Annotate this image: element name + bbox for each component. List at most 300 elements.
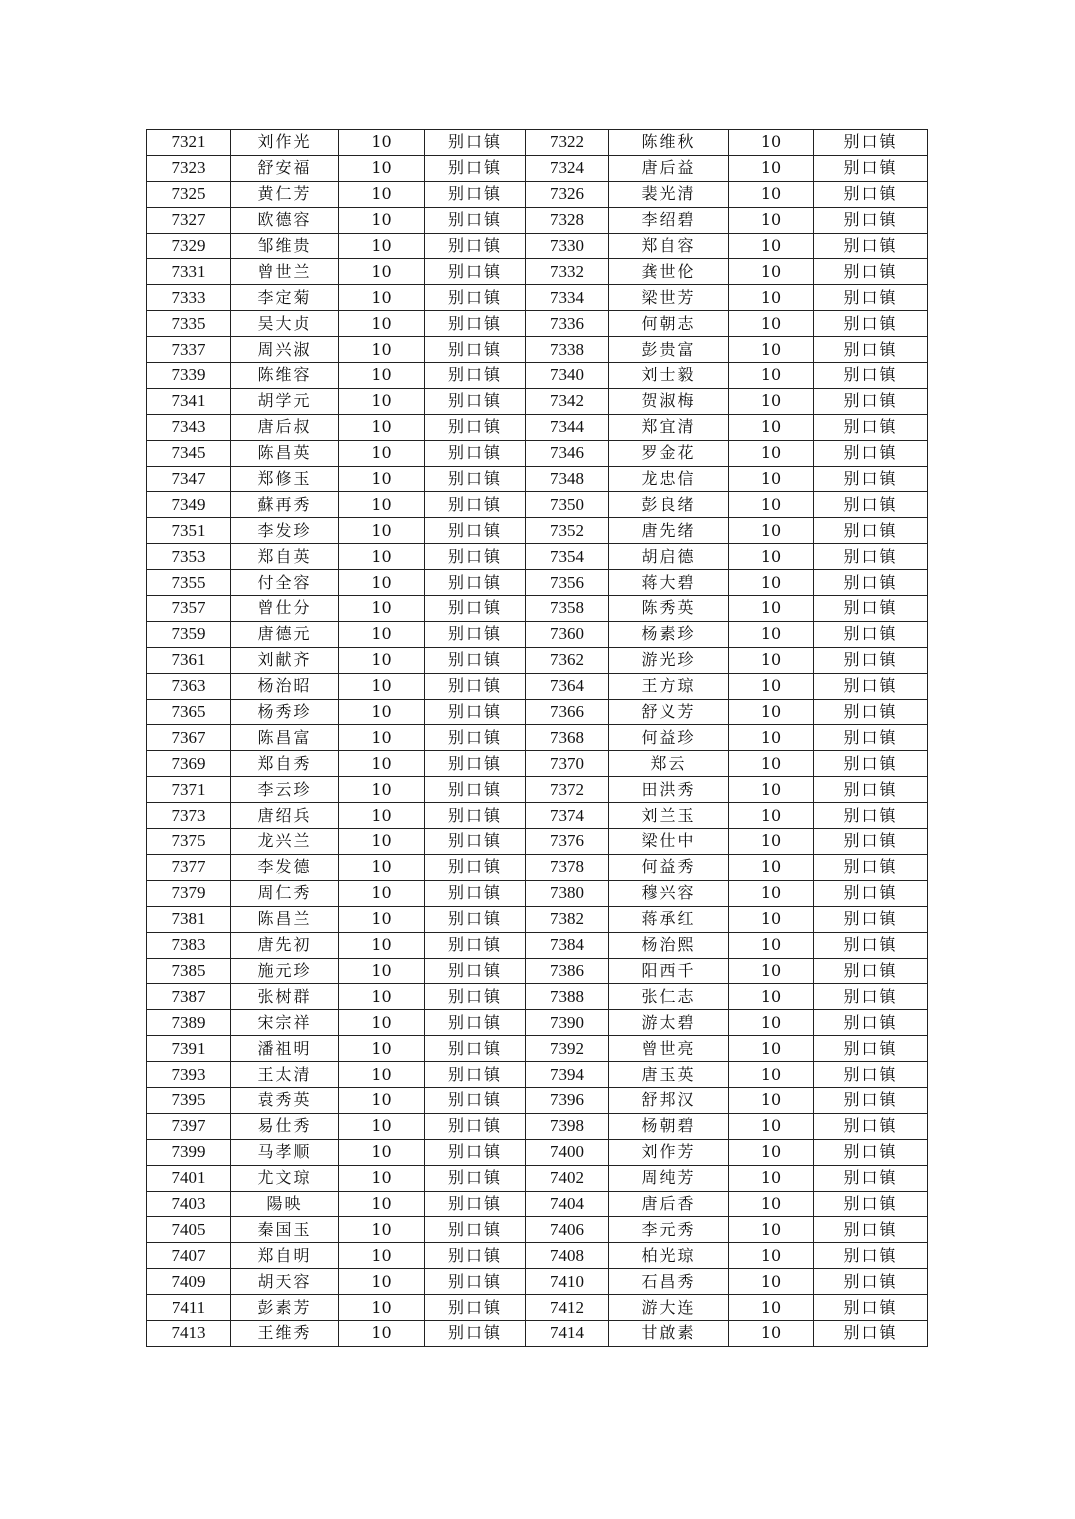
table-row bbox=[147, 906, 928, 932]
town-name-cell: 别口镇 bbox=[814, 777, 928, 803]
town-name-cell: 别口镇 bbox=[814, 699, 928, 725]
amount-cell: 10 bbox=[729, 1087, 814, 1113]
amount-cell: 10 bbox=[729, 725, 814, 751]
amount-cell: 10 bbox=[729, 803, 814, 829]
town-name-cell: 别口镇 bbox=[814, 751, 928, 777]
record-number-cell: 7336 bbox=[526, 311, 609, 337]
record-number-cell: 7398 bbox=[526, 1113, 609, 1139]
record-number-cell: 7406 bbox=[526, 1217, 609, 1243]
person-name-cell: 李定菊 bbox=[231, 285, 339, 311]
town-name-cell: 别口镇 bbox=[425, 492, 526, 518]
record-number-cell: 7354 bbox=[526, 544, 609, 570]
amount-cell: 10 bbox=[339, 311, 425, 337]
amount-cell: 10 bbox=[339, 1269, 425, 1295]
person-name-cell: 罗金花 bbox=[609, 440, 729, 466]
table-row bbox=[147, 803, 928, 829]
table-row bbox=[147, 1269, 928, 1295]
table-row bbox=[147, 363, 928, 389]
person-name-cell: 曾仕分 bbox=[231, 596, 339, 622]
town-name-cell: 别口镇 bbox=[814, 440, 928, 466]
table-row bbox=[147, 570, 928, 596]
town-name-cell: 别口镇 bbox=[814, 388, 928, 414]
town-name-cell: 别口镇 bbox=[425, 155, 526, 181]
record-number-cell: 7343 bbox=[147, 414, 231, 440]
town-name-cell: 别口镇 bbox=[425, 1139, 526, 1165]
table-row bbox=[147, 311, 928, 337]
amount-cell: 10 bbox=[729, 1191, 814, 1217]
town-name-cell: 别口镇 bbox=[425, 1036, 526, 1062]
record-number-cell: 7335 bbox=[147, 311, 231, 337]
record-number-cell: 7324 bbox=[526, 155, 609, 181]
town-name-cell: 别口镇 bbox=[814, 1165, 928, 1191]
town-name-cell: 别口镇 bbox=[814, 1113, 928, 1139]
amount-cell: 10 bbox=[339, 1217, 425, 1243]
amount-cell: 10 bbox=[729, 1269, 814, 1295]
town-name-cell: 别口镇 bbox=[814, 363, 928, 389]
person-name-cell: 胡天容 bbox=[231, 1269, 339, 1295]
amount-cell: 10 bbox=[729, 311, 814, 337]
amount-cell: 10 bbox=[729, 233, 814, 259]
town-name-cell: 别口镇 bbox=[814, 880, 928, 906]
amount-cell: 10 bbox=[729, 777, 814, 803]
person-name-cell: 石昌秀 bbox=[609, 1269, 729, 1295]
person-name-cell: 李发珍 bbox=[231, 518, 339, 544]
roster-body bbox=[147, 130, 928, 1347]
town-name-cell: 别口镇 bbox=[425, 984, 526, 1010]
person-name-cell: 郑修玉 bbox=[231, 466, 339, 492]
town-name-cell: 别口镇 bbox=[814, 1036, 928, 1062]
amount-cell: 10 bbox=[729, 647, 814, 673]
record-number-cell: 7346 bbox=[526, 440, 609, 466]
town-name-cell: 别口镇 bbox=[425, 259, 526, 285]
town-name-cell: 别口镇 bbox=[425, 699, 526, 725]
amount-cell: 10 bbox=[729, 414, 814, 440]
record-number-cell: 7399 bbox=[147, 1139, 231, 1165]
record-number-cell: 7403 bbox=[147, 1191, 231, 1217]
person-name-cell: 张树群 bbox=[231, 984, 339, 1010]
amount-cell: 10 bbox=[339, 440, 425, 466]
record-number-cell: 7349 bbox=[147, 492, 231, 518]
amount-cell: 10 bbox=[339, 259, 425, 285]
record-number-cell: 7370 bbox=[526, 751, 609, 777]
table-row bbox=[147, 233, 928, 259]
record-number-cell: 7356 bbox=[526, 570, 609, 596]
amount-cell: 10 bbox=[339, 570, 425, 596]
record-number-cell: 7323 bbox=[147, 155, 231, 181]
amount-cell: 10 bbox=[729, 829, 814, 855]
record-number-cell: 7345 bbox=[147, 440, 231, 466]
record-number-cell: 7414 bbox=[526, 1320, 609, 1346]
person-name-cell: 杨素珍 bbox=[609, 621, 729, 647]
town-name-cell: 别口镇 bbox=[425, 751, 526, 777]
amount-cell: 10 bbox=[339, 181, 425, 207]
person-name-cell: 刘兰玉 bbox=[609, 803, 729, 829]
person-name-cell: 刘献齐 bbox=[231, 647, 339, 673]
town-name-cell: 别口镇 bbox=[425, 1243, 526, 1269]
town-name-cell: 别口镇 bbox=[425, 1320, 526, 1346]
record-number-cell: 7325 bbox=[147, 181, 231, 207]
person-name-cell: 施元珍 bbox=[231, 958, 339, 984]
town-name-cell: 别口镇 bbox=[425, 932, 526, 958]
amount-cell: 10 bbox=[339, 1191, 425, 1217]
town-name-cell: 别口镇 bbox=[425, 181, 526, 207]
table-row bbox=[147, 1217, 928, 1243]
amount-cell: 10 bbox=[339, 233, 425, 259]
person-name-cell: 郑自容 bbox=[609, 233, 729, 259]
table-row bbox=[147, 958, 928, 984]
town-name-cell: 别口镇 bbox=[425, 1191, 526, 1217]
record-number-cell: 7327 bbox=[147, 207, 231, 233]
person-name-cell: 贺淑梅 bbox=[609, 388, 729, 414]
town-name-cell: 别口镇 bbox=[425, 1295, 526, 1321]
amount-cell: 10 bbox=[729, 388, 814, 414]
record-number-cell: 7380 bbox=[526, 880, 609, 906]
amount-cell: 10 bbox=[339, 492, 425, 518]
record-number-cell: 7350 bbox=[526, 492, 609, 518]
record-number-cell: 7396 bbox=[526, 1087, 609, 1113]
person-name-cell: 杨治昭 bbox=[231, 673, 339, 699]
amount-cell: 10 bbox=[729, 596, 814, 622]
person-name-cell: 舒安福 bbox=[231, 155, 339, 181]
person-name-cell: 陈维秋 bbox=[609, 130, 729, 156]
amount-cell: 10 bbox=[729, 492, 814, 518]
record-number-cell: 7372 bbox=[526, 777, 609, 803]
record-number-cell: 7408 bbox=[526, 1243, 609, 1269]
record-number-cell: 7412 bbox=[526, 1295, 609, 1321]
town-name-cell: 别口镇 bbox=[814, 854, 928, 880]
record-number-cell: 7351 bbox=[147, 518, 231, 544]
table-row bbox=[147, 337, 928, 363]
record-number-cell: 7386 bbox=[526, 958, 609, 984]
amount-cell: 10 bbox=[729, 130, 814, 156]
amount-cell: 10 bbox=[339, 1010, 425, 1036]
record-number-cell: 7405 bbox=[147, 1217, 231, 1243]
person-name-cell: 杨秀珍 bbox=[231, 699, 339, 725]
town-name-cell: 别口镇 bbox=[814, 233, 928, 259]
town-name-cell: 别口镇 bbox=[814, 1269, 928, 1295]
record-number-cell: 7381 bbox=[147, 906, 231, 932]
table-row bbox=[147, 285, 928, 311]
record-number-cell: 7382 bbox=[526, 906, 609, 932]
amount-cell: 10 bbox=[729, 1243, 814, 1269]
table-row bbox=[147, 777, 928, 803]
record-number-cell: 7411 bbox=[147, 1295, 231, 1321]
person-name-cell: 郑自英 bbox=[231, 544, 339, 570]
amount-cell: 10 bbox=[729, 699, 814, 725]
amount-cell: 10 bbox=[339, 932, 425, 958]
amount-cell: 10 bbox=[729, 854, 814, 880]
record-number-cell: 7347 bbox=[147, 466, 231, 492]
town-name-cell: 别口镇 bbox=[814, 337, 928, 363]
amount-cell: 10 bbox=[339, 725, 425, 751]
town-name-cell: 别口镇 bbox=[814, 492, 928, 518]
record-number-cell: 7321 bbox=[147, 130, 231, 156]
town-name-cell: 别口镇 bbox=[425, 1010, 526, 1036]
amount-cell: 10 bbox=[729, 1320, 814, 1346]
amount-cell: 10 bbox=[729, 518, 814, 544]
town-name-cell: 别口镇 bbox=[814, 906, 928, 932]
amount-cell: 10 bbox=[339, 751, 425, 777]
town-name-cell: 别口镇 bbox=[814, 466, 928, 492]
table-row bbox=[147, 621, 928, 647]
person-name-cell: 唐后香 bbox=[609, 1191, 729, 1217]
town-name-cell: 别口镇 bbox=[814, 207, 928, 233]
table-row bbox=[147, 932, 928, 958]
record-number-cell: 7340 bbox=[526, 363, 609, 389]
town-name-cell: 别口镇 bbox=[425, 725, 526, 751]
person-name-cell: 周兴淑 bbox=[231, 337, 339, 363]
person-name-cell: 唐先绪 bbox=[609, 518, 729, 544]
amount-cell: 10 bbox=[729, 984, 814, 1010]
person-name-cell: 付全容 bbox=[231, 570, 339, 596]
town-name-cell: 别口镇 bbox=[425, 1087, 526, 1113]
table-row bbox=[147, 414, 928, 440]
person-name-cell: 胡启德 bbox=[609, 544, 729, 570]
record-number-cell: 7338 bbox=[526, 337, 609, 363]
amount-cell: 10 bbox=[729, 906, 814, 932]
amount-cell: 10 bbox=[729, 751, 814, 777]
town-name-cell: 别口镇 bbox=[425, 1217, 526, 1243]
town-name-cell: 别口镇 bbox=[425, 647, 526, 673]
person-name-cell: 游太碧 bbox=[609, 1010, 729, 1036]
table-row bbox=[147, 1010, 928, 1036]
town-name-cell: 别口镇 bbox=[814, 958, 928, 984]
amount-cell: 10 bbox=[729, 570, 814, 596]
record-number-cell: 7409 bbox=[147, 1269, 231, 1295]
amount-cell: 10 bbox=[339, 1320, 425, 1346]
town-name-cell: 别口镇 bbox=[814, 596, 928, 622]
record-number-cell: 7362 bbox=[526, 647, 609, 673]
town-name-cell: 别口镇 bbox=[814, 1139, 928, 1165]
person-name-cell: 龙兴兰 bbox=[231, 829, 339, 855]
town-name-cell: 别口镇 bbox=[425, 596, 526, 622]
town-name-cell: 别口镇 bbox=[814, 1062, 928, 1088]
record-number-cell: 7394 bbox=[526, 1062, 609, 1088]
record-number-cell: 7387 bbox=[147, 984, 231, 1010]
record-number-cell: 7360 bbox=[526, 621, 609, 647]
record-number-cell: 7407 bbox=[147, 1243, 231, 1269]
record-number-cell: 7361 bbox=[147, 647, 231, 673]
person-name-cell: 潘祖明 bbox=[231, 1036, 339, 1062]
table-row bbox=[147, 673, 928, 699]
town-name-cell: 别口镇 bbox=[814, 130, 928, 156]
table-row bbox=[147, 1062, 928, 1088]
table-row bbox=[147, 1165, 928, 1191]
amount-cell: 10 bbox=[339, 777, 425, 803]
table-row bbox=[147, 647, 928, 673]
town-name-cell: 别口镇 bbox=[814, 155, 928, 181]
record-number-cell: 7355 bbox=[147, 570, 231, 596]
amount-cell: 10 bbox=[339, 207, 425, 233]
record-number-cell: 7364 bbox=[526, 673, 609, 699]
amount-cell: 10 bbox=[339, 854, 425, 880]
person-name-cell: 易仕秀 bbox=[231, 1113, 339, 1139]
amount-cell: 10 bbox=[729, 621, 814, 647]
person-name-cell: 唐后益 bbox=[609, 155, 729, 181]
record-number-cell: 7377 bbox=[147, 854, 231, 880]
record-number-cell: 7375 bbox=[147, 829, 231, 855]
person-name-cell: 尤文琼 bbox=[231, 1165, 339, 1191]
amount-cell: 10 bbox=[729, 181, 814, 207]
table-row bbox=[147, 518, 928, 544]
person-name-cell: 李云珍 bbox=[231, 777, 339, 803]
record-number-cell: 7341 bbox=[147, 388, 231, 414]
table-row bbox=[147, 388, 928, 414]
record-number-cell: 7366 bbox=[526, 699, 609, 725]
record-number-cell: 7402 bbox=[526, 1165, 609, 1191]
table-row bbox=[147, 440, 928, 466]
record-number-cell: 7339 bbox=[147, 363, 231, 389]
table-row bbox=[147, 1295, 928, 1321]
person-name-cell: 彭素芳 bbox=[231, 1295, 339, 1321]
amount-cell: 10 bbox=[339, 596, 425, 622]
person-name-cell: 王方琼 bbox=[609, 673, 729, 699]
person-name-cell: 胡学元 bbox=[231, 388, 339, 414]
amount-cell: 10 bbox=[339, 363, 425, 389]
table-row bbox=[147, 1087, 928, 1113]
amount-cell: 10 bbox=[339, 388, 425, 414]
record-number-cell: 7352 bbox=[526, 518, 609, 544]
town-name-cell: 别口镇 bbox=[814, 621, 928, 647]
amount-cell: 10 bbox=[729, 1036, 814, 1062]
town-name-cell: 别口镇 bbox=[425, 1269, 526, 1295]
amount-cell: 10 bbox=[339, 1087, 425, 1113]
person-name-cell: 曾世兰 bbox=[231, 259, 339, 285]
person-name-cell: 秦国玉 bbox=[231, 1217, 339, 1243]
person-name-cell: 王维秀 bbox=[231, 1320, 339, 1346]
person-name-cell: 彭贵富 bbox=[609, 337, 729, 363]
person-name-cell: 阳西千 bbox=[609, 958, 729, 984]
town-name-cell: 别口镇 bbox=[814, 544, 928, 570]
person-name-cell: 柏光琼 bbox=[609, 1243, 729, 1269]
amount-cell: 10 bbox=[729, 440, 814, 466]
record-number-cell: 7383 bbox=[147, 932, 231, 958]
town-name-cell: 别口镇 bbox=[425, 621, 526, 647]
record-number-cell: 7401 bbox=[147, 1165, 231, 1191]
town-name-cell: 别口镇 bbox=[425, 673, 526, 699]
table-row bbox=[147, 207, 928, 233]
amount-cell: 10 bbox=[339, 1062, 425, 1088]
record-number-cell: 7392 bbox=[526, 1036, 609, 1062]
table-row bbox=[147, 1191, 928, 1217]
town-name-cell: 别口镇 bbox=[814, 1010, 928, 1036]
town-name-cell: 别口镇 bbox=[814, 1217, 928, 1243]
town-name-cell: 别口镇 bbox=[425, 1165, 526, 1191]
table-row bbox=[147, 854, 928, 880]
person-name-cell: 曾世亮 bbox=[609, 1036, 729, 1062]
person-name-cell: 袁秀英 bbox=[231, 1087, 339, 1113]
town-name-cell: 别口镇 bbox=[814, 1087, 928, 1113]
town-name-cell: 别口镇 bbox=[425, 363, 526, 389]
person-name-cell: 陈秀英 bbox=[609, 596, 729, 622]
town-name-cell: 别口镇 bbox=[814, 803, 928, 829]
town-name-cell: 别口镇 bbox=[425, 829, 526, 855]
record-number-cell: 7413 bbox=[147, 1320, 231, 1346]
town-name-cell: 别口镇 bbox=[425, 1062, 526, 1088]
record-number-cell: 7348 bbox=[526, 466, 609, 492]
record-number-cell: 7357 bbox=[147, 596, 231, 622]
record-number-cell: 7358 bbox=[526, 596, 609, 622]
person-name-cell: 彭良绪 bbox=[609, 492, 729, 518]
person-name-cell: 舒邦汉 bbox=[609, 1087, 729, 1113]
person-name-cell: 龙忠信 bbox=[609, 466, 729, 492]
amount-cell: 10 bbox=[729, 958, 814, 984]
person-name-cell: 马孝顺 bbox=[231, 1139, 339, 1165]
town-name-cell: 别口镇 bbox=[425, 880, 526, 906]
table-row bbox=[147, 699, 928, 725]
town-name-cell: 别口镇 bbox=[425, 466, 526, 492]
person-name-cell: 唐玉英 bbox=[609, 1062, 729, 1088]
table-row bbox=[147, 155, 928, 181]
amount-cell: 10 bbox=[729, 207, 814, 233]
record-number-cell: 7374 bbox=[526, 803, 609, 829]
amount-cell: 10 bbox=[339, 647, 425, 673]
town-name-cell: 别口镇 bbox=[425, 854, 526, 880]
table-row bbox=[147, 1243, 928, 1269]
person-name-cell: 陈昌英 bbox=[231, 440, 339, 466]
table-row bbox=[147, 984, 928, 1010]
amount-cell: 10 bbox=[339, 337, 425, 363]
record-number-cell: 7379 bbox=[147, 880, 231, 906]
town-name-cell: 别口镇 bbox=[814, 1320, 928, 1346]
town-name-cell: 别口镇 bbox=[425, 906, 526, 932]
town-name-cell: 别口镇 bbox=[425, 1113, 526, 1139]
person-name-cell: 王太清 bbox=[231, 1062, 339, 1088]
amount-cell: 10 bbox=[729, 259, 814, 285]
record-number-cell: 7353 bbox=[147, 544, 231, 570]
person-name-cell: 郑宜清 bbox=[609, 414, 729, 440]
person-name-cell: 裴光清 bbox=[609, 181, 729, 207]
table-row bbox=[147, 259, 928, 285]
table-row bbox=[147, 544, 928, 570]
town-name-cell: 别口镇 bbox=[425, 777, 526, 803]
record-number-cell: 7385 bbox=[147, 958, 231, 984]
person-name-cell: 欧德容 bbox=[231, 207, 339, 233]
record-number-cell: 7390 bbox=[526, 1010, 609, 1036]
table-row bbox=[147, 130, 928, 156]
amount-cell: 10 bbox=[339, 155, 425, 181]
town-name-cell: 别口镇 bbox=[425, 207, 526, 233]
amount-cell: 10 bbox=[339, 958, 425, 984]
person-name-cell: 郑自明 bbox=[231, 1243, 339, 1269]
person-name-cell: 黄仁芳 bbox=[231, 181, 339, 207]
person-name-cell: 邹维贵 bbox=[231, 233, 339, 259]
record-number-cell: 7328 bbox=[526, 207, 609, 233]
amount-cell: 10 bbox=[339, 673, 425, 699]
record-number-cell: 7344 bbox=[526, 414, 609, 440]
record-number-cell: 7404 bbox=[526, 1191, 609, 1217]
table-row bbox=[147, 1113, 928, 1139]
person-name-cell: 何益珍 bbox=[609, 725, 729, 751]
person-name-cell: 田洪秀 bbox=[609, 777, 729, 803]
amount-cell: 10 bbox=[729, 1010, 814, 1036]
record-number-cell: 7332 bbox=[526, 259, 609, 285]
town-name-cell: 别口镇 bbox=[814, 984, 928, 1010]
record-number-cell: 7391 bbox=[147, 1036, 231, 1062]
person-name-cell: 唐后叔 bbox=[231, 414, 339, 440]
amount-cell: 10 bbox=[729, 1165, 814, 1191]
town-name-cell: 别口镇 bbox=[814, 570, 928, 596]
record-number-cell: 7410 bbox=[526, 1269, 609, 1295]
record-number-cell: 7371 bbox=[147, 777, 231, 803]
town-name-cell: 别口镇 bbox=[425, 285, 526, 311]
person-name-cell: 郑云 bbox=[609, 751, 729, 777]
town-name-cell: 别口镇 bbox=[814, 1295, 928, 1321]
amount-cell: 10 bbox=[339, 544, 425, 570]
town-name-cell: 别口镇 bbox=[425, 440, 526, 466]
town-name-cell: 别口镇 bbox=[814, 829, 928, 855]
record-number-cell: 7376 bbox=[526, 829, 609, 855]
